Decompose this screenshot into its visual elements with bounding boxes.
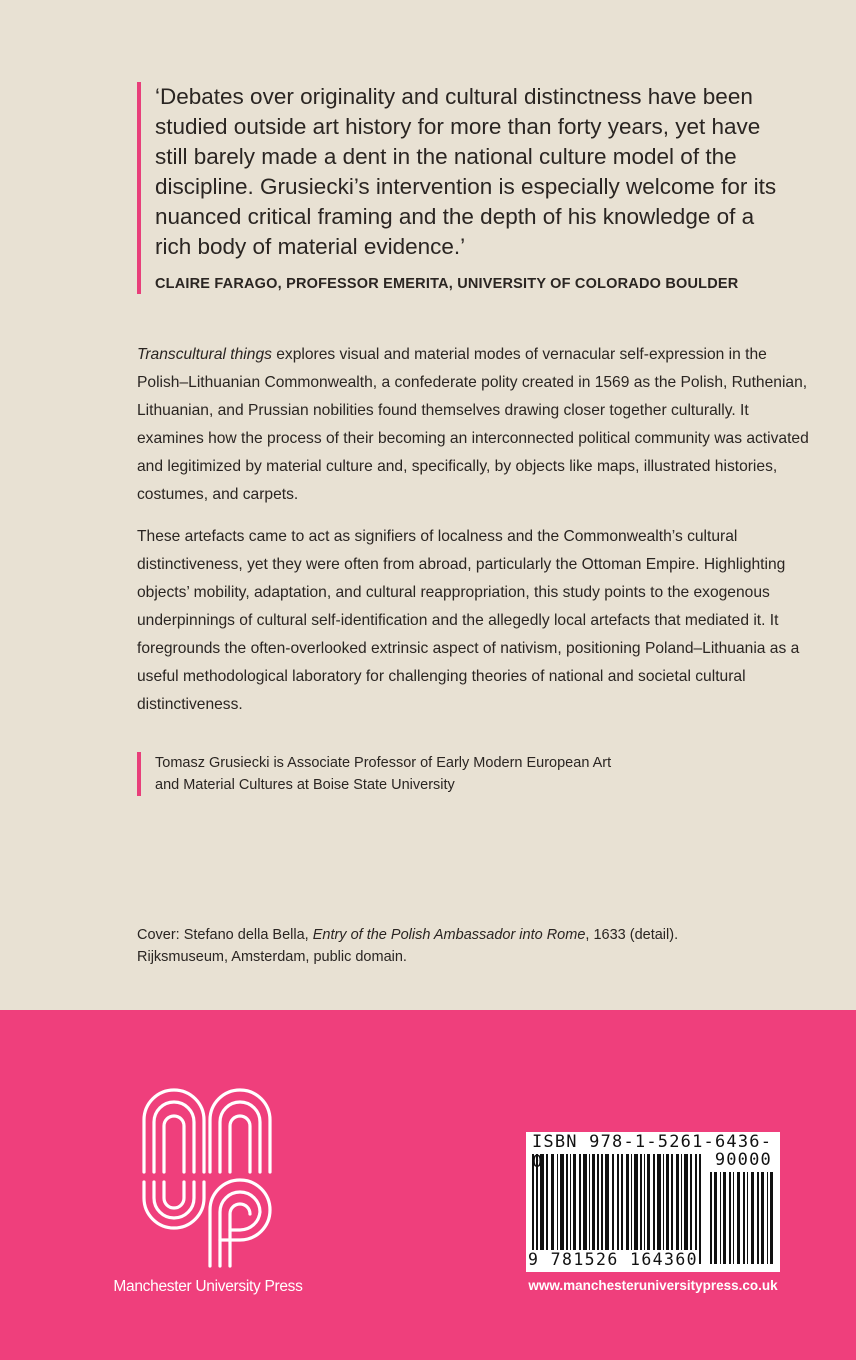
publisher-name: Manchester University Press bbox=[113, 1278, 303, 1295]
endorsement-quote bbox=[137, 82, 795, 294]
barcode-digits: 9 781526 164360 bbox=[528, 1250, 699, 1269]
price-addon: 90000 bbox=[714, 1150, 772, 1170]
author-bio bbox=[137, 752, 715, 796]
cover-credit-suffix: , 1633 (detail). bbox=[585, 927, 679, 943]
isbn-barcode bbox=[526, 1132, 780, 1272]
isbn-label: ISBN 978-1-5261-6436-0 bbox=[532, 1132, 773, 1172]
cover-credit bbox=[137, 924, 817, 968]
cover-artwork-title: Entry of the Polish Ambassador into Rome bbox=[312, 927, 586, 943]
author-bio-line-2: and Material Cultures at Boise State University bbox=[155, 777, 455, 793]
quote-text: ‘Debates over originality and cultural distinctness have been studied outside art history for more than forty years, yet have still barely made a dent in the national culture model of the discipline. Grusiecki’s intervention is especially welcome for its nuanced critical framing and the depth of his knowledge of a rich body of material evidence.’ bbox=[155, 84, 777, 259]
publisher-website-link[interactable]: www.manchesteruniversitypress.co.uk bbox=[528, 1278, 778, 1293]
author-bio-line-1: Tomasz Grusiecki is Associate Professor of Early Modern European Art bbox=[155, 755, 612, 771]
quote-attribution: CLAIRE FARAGO, PROFESSOR EMERITA, UNIVERSITY OF COLORADO BOULDER bbox=[155, 276, 739, 292]
description-paragraph-1-text: explores visual and material modes of vernacular self-expression in the Polish–Lithuanian Commonwealth, a confederate polity created in 1569 as the Polish, Ruthenian, Lithuanian, and Prussian nobilities found themselves drawing closer together culturally. It examines how the process of their becoming an interconnected political community was activated and legitimized by material culture and, specifically, by objects like maps, illustrated histories, costumes, and carpets. bbox=[137, 346, 809, 503]
publisher-footer bbox=[0, 1010, 856, 1360]
description-paragraph-2: These artefacts came to act as signifiers of localness and the Commonwealth’s cultural distinctiveness, yet they were often from abroad, particularly the Ottoman Empire. Highlighting objects’ mobility, adaptation, and cultural reappropriation, this study points to the exogenous underpinnings of cultural self-identification and the allegedly local artefacts that mediated it. It foregrounds the often-overlooked extrinsic aspect of nativism, positioning Poland–Lithuania as a useful methodological laboratory for challenging theories of national and societal cultural distinctiveness. bbox=[137, 528, 800, 713]
book-title: Transcultural things bbox=[137, 346, 272, 363]
cover-credit-prefix: Cover: Stefano della Bella, bbox=[137, 927, 313, 943]
mup-logo-icon bbox=[136, 1080, 278, 1272]
cover-credit-line-2: Rijksmuseum, Amsterdam, public domain. bbox=[137, 949, 407, 965]
description-paragraph-1 bbox=[137, 341, 817, 509]
